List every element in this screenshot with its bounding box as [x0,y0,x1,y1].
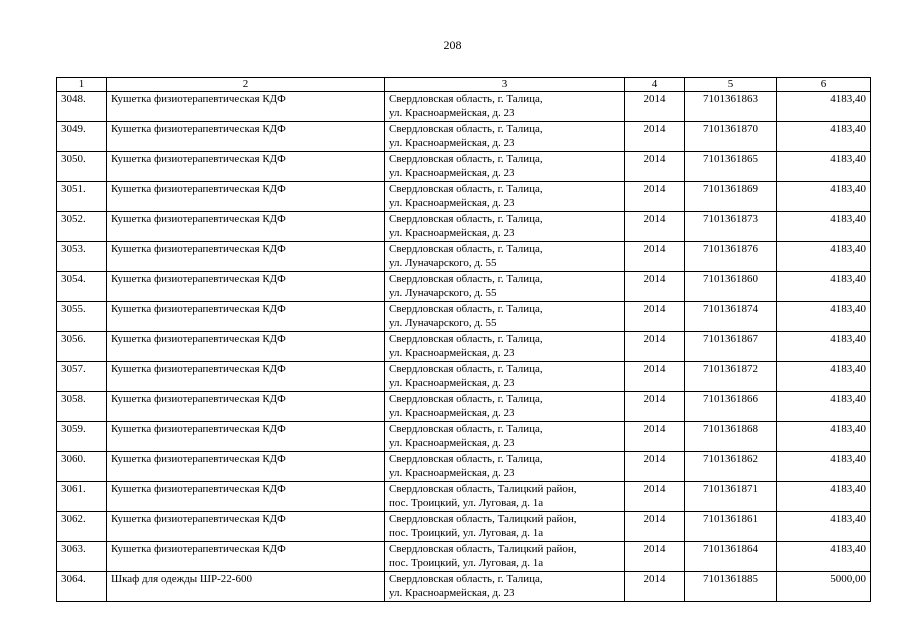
table-row [57,482,871,512]
address-cell [385,422,625,452]
inventory-number-cell: 7101361866 [685,392,777,422]
row-number-cell: 3059. [57,422,107,452]
table-row [57,392,871,422]
address-line-2: ул. Красноармейская, д. 23 [389,197,515,209]
address-cell [385,152,625,182]
year-cell: 2014 [625,572,685,602]
item-name-cell: Кушетка физиотерапевтическая КДФ [107,272,385,302]
address-line-2: ул. Красноармейская, д. 23 [389,407,515,419]
inventory-number-cell: 7101361864 [685,542,777,572]
table-row [57,542,871,572]
row-number-cell: 3062. [57,512,107,542]
inventory-number-cell: 7101361862 [685,452,777,482]
cost-cell: 4183,40 [777,212,871,242]
table-row [57,212,871,242]
year-cell: 2014 [625,302,685,332]
item-name-cell: Кушетка физиотерапевтическая КДФ [107,362,385,392]
address-cell [385,392,625,422]
address-line-2: ул. Красноармейская, д. 23 [389,467,515,479]
row-number-cell: 3050. [57,152,107,182]
item-name-cell: Шкаф для одежды ШР-22-600 [107,572,385,602]
table-row [57,242,871,272]
inventory-number-cell: 7101361869 [685,182,777,212]
item-name-cell: Кушетка физиотерапевтическая КДФ [107,482,385,512]
cost-cell: 4183,40 [777,542,871,572]
row-number-cell: 3051. [57,182,107,212]
address-line-1: Свердловская область, г. Талица, [389,183,543,195]
item-name-cell: Кушетка физиотерапевтическая КДФ [107,152,385,182]
cost-cell: 4183,40 [777,332,871,362]
address-cell [385,512,625,542]
table-row [57,272,871,302]
cost-cell: 4183,40 [777,242,871,272]
year-cell: 2014 [625,422,685,452]
address-line-2: ул. Красноармейская, д. 23 [389,347,515,359]
year-cell: 2014 [625,452,685,482]
address-line-2: ул. Луначарского, д. 55 [389,257,497,269]
column-header: 5 [685,78,777,92]
address-line-2: ул. Красноармейская, д. 23 [389,227,515,239]
table-row [57,302,871,332]
row-number-cell: 3060. [57,452,107,482]
address-line-1: Свердловская область, Талицкий район, [389,483,577,495]
year-cell: 2014 [625,182,685,212]
address-line-2: ул. Красноармейская, д. 23 [389,587,515,599]
inventory-number-cell: 7101361885 [685,572,777,602]
row-number-cell: 3064. [57,572,107,602]
address-line-1: Свердловская область, г. Талица, [389,333,543,345]
property-register-table [56,77,871,602]
cost-cell: 4183,40 [777,452,871,482]
year-cell: 2014 [625,542,685,572]
item-name-cell: Кушетка физиотерапевтическая КДФ [107,212,385,242]
row-number-cell: 3058. [57,392,107,422]
address-cell [385,182,625,212]
cost-cell: 4183,40 [777,302,871,332]
year-cell: 2014 [625,332,685,362]
table-row [57,152,871,182]
cost-cell: 5000,00 [777,572,871,602]
address-line-2: ул. Красноармейская, д. 23 [389,377,515,389]
row-number-cell: 3055. [57,302,107,332]
year-cell: 2014 [625,212,685,242]
address-cell [385,362,625,392]
year-cell: 2014 [625,512,685,542]
address-line-1: Свердловская область, Талицкий район, [389,543,577,555]
year-cell: 2014 [625,272,685,302]
address-cell [385,302,625,332]
table-row [57,332,871,362]
address-line-1: Свердловская область, г. Талица, [389,453,543,465]
address-cell [385,452,625,482]
address-line-1: Свердловская область, г. Талица, [389,363,543,375]
inventory-number-cell: 7101361868 [685,422,777,452]
cost-cell: 4183,40 [777,482,871,512]
cost-cell: 4183,40 [777,392,871,422]
inventory-number-cell: 7101361872 [685,362,777,392]
table-row [57,422,871,452]
row-number-cell: 3056. [57,332,107,362]
address-line-1: Свердловская область, Талицкий район, [389,513,577,525]
address-cell [385,212,625,242]
address-line-2: пос. Троицкий, ул. Луговая, д. 1а [389,497,544,509]
address-line-1: Свердловская область, г. Талица, [389,273,543,285]
row-number-cell: 3048. [57,92,107,122]
row-number-cell: 3053. [57,242,107,272]
page-number: 208 [443,38,462,52]
table-row [57,182,871,212]
address-line-1: Свердловская область, г. Талица, [389,93,543,105]
year-cell: 2014 [625,92,685,122]
year-cell: 2014 [625,482,685,512]
cost-cell: 4183,40 [777,182,871,212]
inventory-number-cell: 7101361865 [685,152,777,182]
column-header: 2 [107,78,385,92]
cost-cell: 4183,40 [777,272,871,302]
inventory-number-cell: 7101361860 [685,272,777,302]
inventory-number-cell: 7101361873 [685,212,777,242]
item-name-cell: Кушетка физиотерапевтическая КДФ [107,542,385,572]
table-row [57,512,871,542]
address-line-2: ул. Красноармейская, д. 23 [389,107,515,119]
year-cell: 2014 [625,122,685,152]
item-name-cell: Кушетка физиотерапевтическая КДФ [107,422,385,452]
address-cell [385,242,625,272]
item-name-cell: Кушетка физиотерапевтическая КДФ [107,392,385,422]
address-cell [385,92,625,122]
address-line-2: пос. Троицкий, ул. Луговая, д. 1а [389,527,544,539]
cost-cell: 4183,40 [777,422,871,452]
address-cell [385,542,625,572]
inventory-number-cell: 7101361863 [685,92,777,122]
year-cell: 2014 [625,242,685,272]
address-line-1: Свердловская область, г. Талица, [389,243,543,255]
item-name-cell: Кушетка физиотерапевтическая КДФ [107,92,385,122]
address-line-1: Свердловская область, г. Талица, [389,213,543,225]
address-line-2: ул. Красноармейская, д. 23 [389,167,515,179]
column-header: 4 [625,78,685,92]
item-name-cell: Кушетка физиотерапевтическая КДФ [107,242,385,272]
cost-cell: 4183,40 [777,512,871,542]
inventory-number-cell: 7101361870 [685,122,777,152]
cost-cell: 4183,40 [777,362,871,392]
address-line-2: пос. Троицкий, ул. Луговая, д. 1а [389,557,544,569]
address-line-1: Свердловская область, г. Талица, [389,153,543,165]
address-cell [385,272,625,302]
cost-cell: 4183,40 [777,92,871,122]
address-line-2: ул. Луначарского, д. 55 [389,287,497,299]
address-line-1: Свердловская область, г. Талица, [389,393,543,405]
item-name-cell: Кушетка физиотерапевтическая КДФ [107,332,385,362]
table-row [57,572,871,602]
row-number-cell: 3057. [57,362,107,392]
row-number-cell: 3054. [57,272,107,302]
row-number-cell: 3061. [57,482,107,512]
table-row [57,92,871,122]
address-line-1: Свердловская область, г. Талица, [389,303,543,315]
inventory-number-cell: 7101361871 [685,482,777,512]
year-cell: 2014 [625,152,685,182]
cost-cell: 4183,40 [777,122,871,152]
row-number-cell: 3049. [57,122,107,152]
table-row [57,452,871,482]
item-name-cell: Кушетка физиотерапевтическая КДФ [107,182,385,212]
year-cell: 2014 [625,362,685,392]
column-header: 3 [385,78,625,92]
address-line-1: Свердловская область, г. Талица, [389,423,543,435]
inventory-number-cell: 7101361876 [685,242,777,272]
item-name-cell: Кушетка физиотерапевтическая КДФ [107,302,385,332]
item-name-cell: Кушетка физиотерапевтическая КДФ [107,122,385,152]
cost-cell: 4183,40 [777,152,871,182]
address-cell [385,572,625,602]
inventory-number-cell: 7101361861 [685,512,777,542]
item-name-cell: Кушетка физиотерапевтическая КДФ [107,512,385,542]
row-number-cell: 3052. [57,212,107,242]
column-header: 6 [777,78,871,92]
column-header: 1 [57,78,107,92]
address-cell [385,482,625,512]
inventory-number-cell: 7101361867 [685,332,777,362]
item-name-cell: Кушетка физиотерапевтическая КДФ [107,452,385,482]
row-number-cell: 3063. [57,542,107,572]
address-cell [385,122,625,152]
table-header-row [57,78,871,92]
address-line-2: ул. Красноармейская, д. 23 [389,137,515,149]
address-line-2: ул. Красноармейская, д. 23 [389,437,515,449]
address-line-1: Свердловская область, г. Талица, [389,573,543,585]
table-row [57,362,871,392]
year-cell: 2014 [625,392,685,422]
address-cell [385,332,625,362]
inventory-number-cell: 7101361874 [685,302,777,332]
address-line-1: Свердловская область, г. Талица, [389,123,543,135]
table-row [57,122,871,152]
address-line-2: ул. Луначарского, д. 55 [389,317,497,329]
